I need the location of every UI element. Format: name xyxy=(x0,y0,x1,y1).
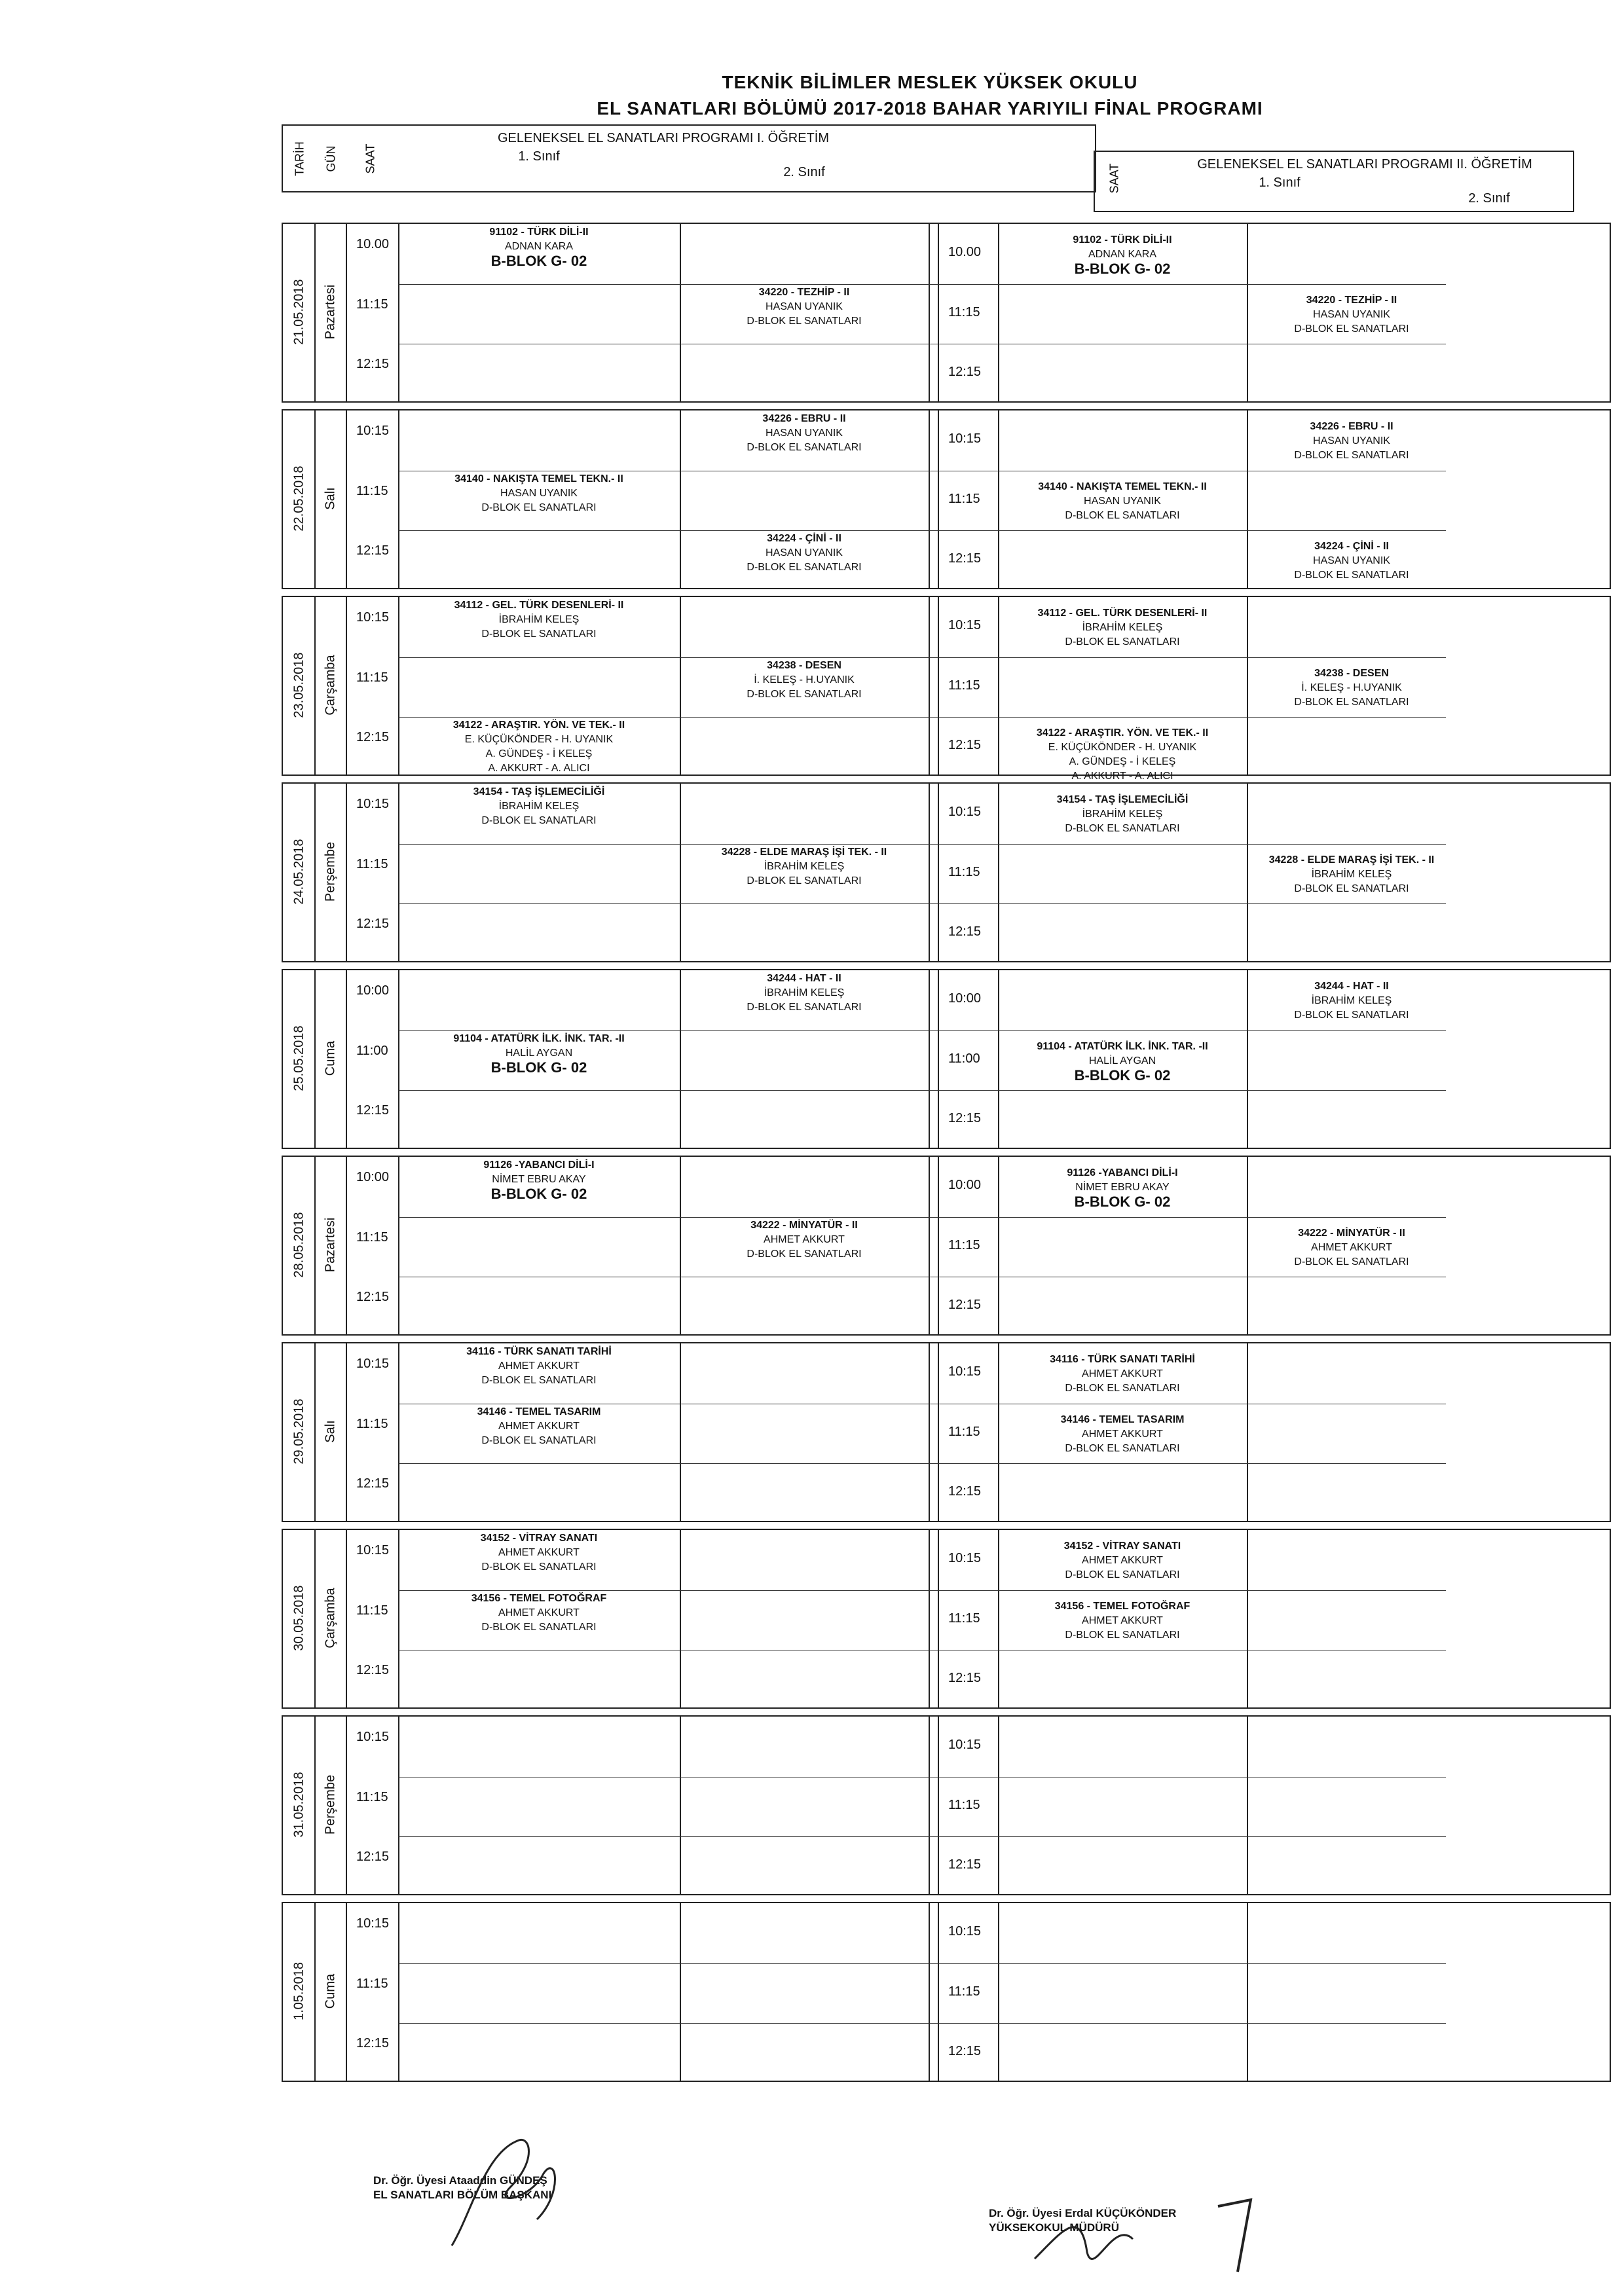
time-slot-second: 12:15 xyxy=(948,551,982,566)
day-date: 22.05.2018 xyxy=(291,465,306,532)
exam-code: 34116 - TÜRK SANATI TARİHİ xyxy=(466,1346,612,1357)
exam-room: D-BLOK EL SANATLARI xyxy=(1294,883,1409,894)
time-slot-second: 12:15 xyxy=(948,2044,982,2059)
day-block xyxy=(282,969,1611,1149)
col-c3-column xyxy=(998,1717,1248,1894)
exam-entry xyxy=(998,1040,1247,1083)
row-divider xyxy=(398,717,1446,718)
exam-entry xyxy=(680,1218,929,1262)
time-slot-second: 12:15 xyxy=(948,924,982,939)
exam-room: D-BLOK EL SANATLARI xyxy=(747,442,862,453)
exam-room: D-BLOK EL SANATLARI xyxy=(1294,570,1409,581)
day-block xyxy=(282,1342,1611,1522)
time-slot: 10:15 xyxy=(356,797,390,811)
exam-teacher: AHMET AKKURT xyxy=(498,1420,580,1432)
time-slot: 10.00 xyxy=(356,237,390,251)
exam-entry xyxy=(398,598,680,642)
header-program-1: GELENEKSEL EL SANATLARI PROGRAMI I. ÖĞRETİM xyxy=(497,131,830,145)
signature-left-title: EL SANATLARI BÖLÜM BAŞKANI xyxy=(373,2189,552,2201)
time-slot: 11:15 xyxy=(356,483,388,498)
exam-code: 91102 - TÜRK DİLİ-II xyxy=(1073,234,1172,246)
exam-code: 34116 - TÜRK SANATI TARİHİ xyxy=(1050,1354,1195,1365)
exam-entry xyxy=(998,480,1247,523)
exam-teacher: İBRAHİM KELEŞ xyxy=(764,860,845,872)
header-program-2: GELENEKSEL EL SANATLARI PROGRAMI II. ÖĞRETİM xyxy=(1197,157,1532,172)
exam-room: A. GÜNDEŞ - İ KELEŞ xyxy=(1069,756,1176,768)
time-slot: 11:15 xyxy=(356,856,388,871)
row-divider xyxy=(398,844,1446,845)
exam-room: D-BLOK EL SANATLARI xyxy=(1065,1383,1180,1394)
day-date: 21.05.2018 xyxy=(291,278,306,345)
exam-teacher: AHMET AKKURT xyxy=(498,1360,580,1372)
exam-entry xyxy=(1247,539,1456,583)
exam-room: D-BLOK EL SANATLARI xyxy=(481,629,597,640)
day-block xyxy=(282,782,1611,962)
time-slot-second: 11:15 xyxy=(948,304,980,319)
exam-room: B-BLOK G- 02 xyxy=(1074,261,1171,277)
time-slot: 10:15 xyxy=(356,1916,390,1931)
time-slot: 12:15 xyxy=(356,2036,390,2051)
time-slot-second: 11:15 xyxy=(948,491,980,506)
exam-code: 34224 - ÇİNİ - II xyxy=(767,533,841,545)
exam-entry xyxy=(398,472,680,515)
exam-room: D-BLOK EL SANATLARI xyxy=(747,1002,862,1013)
header-tarih: TARİH xyxy=(293,141,306,176)
row-divider xyxy=(398,903,1446,904)
day-block xyxy=(282,409,1611,589)
time-slot: 10:00 xyxy=(356,983,390,998)
exam-room: D-BLOK EL SANATLARI xyxy=(747,315,862,327)
exam-teacher: İBRAHİM KELEŞ xyxy=(1311,868,1392,880)
exam-room: D-BLOK EL SANATLARI xyxy=(1294,696,1409,708)
time-slot-second: 11:15 xyxy=(948,1424,980,1439)
time-slot: 11:15 xyxy=(356,1230,388,1245)
day-name: Cuma xyxy=(323,1040,338,1076)
time-slot-second: 10:00 xyxy=(948,1178,982,1192)
time-slot: 12:15 xyxy=(356,543,390,558)
time-slot: 10:00 xyxy=(356,1170,390,1184)
exam-code: 34244 - HAT - II xyxy=(1314,981,1389,992)
exam-teacher: HASAN UYANIK xyxy=(1313,555,1390,567)
exam-code: 34140 - NAKIŞTA TEMEL TEKN.- II xyxy=(454,473,623,484)
exam-teacher: İBRAHİM KELEŞ xyxy=(764,987,845,998)
exam-entry xyxy=(398,1032,680,1075)
exam-entry xyxy=(998,726,1247,784)
time-slot: 11:15 xyxy=(356,297,388,312)
day-date: 29.05.2018 xyxy=(291,1398,306,1465)
exam-teacher: NİMET EBRU AKAY xyxy=(1075,1182,1170,1193)
time-slot-second: 10.00 xyxy=(948,245,982,259)
time-slot: 11:15 xyxy=(356,1603,388,1618)
exam-code: 34228 - ELDE MARAŞ İŞİ TEK. - II xyxy=(1268,854,1435,866)
exam-teacher: İBRAHİM KELEŞ xyxy=(498,801,580,812)
exam-teacher: HASAN UYANIK xyxy=(1313,435,1390,446)
exam-entry xyxy=(680,285,929,329)
time-slot: 11:15 xyxy=(356,1789,388,1804)
exam-entry xyxy=(680,659,929,702)
time-slot-second: 12:15 xyxy=(948,1111,982,1126)
exam-teacher: ADNAN KARA xyxy=(1088,249,1157,260)
time-slot: 10:15 xyxy=(356,610,390,625)
col-c2-column xyxy=(680,1717,930,1894)
time-slot: 12:15 xyxy=(356,1850,390,1865)
exam-teacher: HALİL AYGAN xyxy=(1088,1055,1156,1066)
exam-teacher: HASAN UYANIK xyxy=(766,547,843,559)
exam-code: 91104 - ATATÜRK İLK. İNK. TAR. -II xyxy=(453,1032,625,1044)
exam-teacher: İBRAHİM KELEŞ xyxy=(498,614,580,625)
exam-room: D-BLOK EL SANATLARI xyxy=(1294,1256,1409,1267)
signature-left-name: Dr. Öğr. Üyesi Ataaddin GÜNDEŞ xyxy=(373,2174,547,2187)
exam-entry xyxy=(398,718,680,776)
exam-room: D-BLOK EL SANATLARI xyxy=(1294,450,1409,461)
table-header-first-education xyxy=(282,124,1096,192)
exam-room: D-BLOK EL SANATLARI xyxy=(1065,1629,1180,1641)
page-title-line1: TEKNİK BİLİMLER MESLEK YÜKSEK OKULU xyxy=(722,72,1138,92)
signature-right-title: YÜKSEKOKUL MÜDÜRÜ xyxy=(989,2221,1119,2234)
time-slot-second: 10:00 xyxy=(948,991,982,1006)
exam-code: 34222 - MİNYATÜR - II xyxy=(1298,1227,1405,1239)
time-slot-second: 12:15 xyxy=(948,365,982,380)
exam-code: 34156 - TEMEL FOTOĞRAF xyxy=(471,1592,607,1604)
exam-code: 34222 - MİNYATÜR - II xyxy=(750,1219,858,1231)
exam-entry xyxy=(998,793,1247,836)
row-divider xyxy=(398,1030,1446,1031)
col-c1-column xyxy=(398,1903,681,2081)
exam-room: D-BLOK EL SANATLARI xyxy=(1065,1442,1180,1454)
row-divider xyxy=(398,1463,1446,1464)
exam-room: D-BLOK EL SANATLARI xyxy=(1065,636,1180,647)
time-slot-second: 11:00 xyxy=(948,1051,980,1066)
exam-entry xyxy=(398,785,680,828)
exam-room: B-BLOK G- 02 xyxy=(490,1059,587,1076)
exam-entry xyxy=(1247,979,1456,1023)
exam-code: 91126 -YABANCI DİLİ-I xyxy=(1067,1167,1178,1178)
exam-entry xyxy=(1247,666,1456,710)
day-block xyxy=(282,1902,1611,2082)
row-divider xyxy=(398,1090,1446,1091)
col-c4-column xyxy=(1247,1903,1456,2081)
exam-room: B-BLOK G- 02 xyxy=(1074,1066,1171,1084)
day-date: 23.05.2018 xyxy=(291,651,306,718)
exam-entry xyxy=(398,225,680,268)
exam-teacher: İ. KELEŞ - H.UYANIK xyxy=(1301,682,1402,693)
day-date: 28.05.2018 xyxy=(291,1211,306,1278)
time-slot: 10:15 xyxy=(356,1543,390,1558)
exam-entry xyxy=(998,1166,1247,1209)
day-name: Cuma xyxy=(323,1973,338,2009)
exam-teacher: ADNAN KARA xyxy=(504,241,574,252)
exam-teacher: AHMET AKKURT xyxy=(1082,1614,1163,1626)
exam-teacher: HASAN UYANIK xyxy=(500,487,578,499)
exam-room: D-BLOK EL SANATLARI xyxy=(481,815,597,826)
exam-teacher: HASAN UYANIK xyxy=(766,301,843,312)
col-c2-column xyxy=(680,1343,930,1521)
exam-teacher: AHMET AKKURT xyxy=(1082,1428,1163,1440)
time-slot-second: 11:15 xyxy=(948,1797,980,1812)
exam-entry xyxy=(998,1539,1247,1582)
exam-entry xyxy=(998,606,1247,649)
signature-right-name: Dr. Öğr. Üyesi Erdal KÜÇÜKÖNDER xyxy=(989,2207,1177,2219)
day-date: 31.05.2018 xyxy=(291,1771,306,1838)
time-slot-second: 12:15 xyxy=(948,1298,982,1313)
header-sinif-2: 2. Sınıf xyxy=(783,165,825,179)
time-slot-second: 11:15 xyxy=(948,678,980,693)
time-slot: 11:15 xyxy=(356,1416,388,1431)
exam-code: 34152 - VİTRAY SANATI xyxy=(480,1533,598,1544)
row-divider xyxy=(398,657,1446,658)
row-divider xyxy=(398,1217,1446,1218)
exam-code: 34226 - EBRU - II xyxy=(762,413,846,424)
day-name: Salı xyxy=(323,1419,338,1443)
exam-teacher: İBRAHİM KELEŞ xyxy=(1082,809,1163,820)
day-name: Pazartesi xyxy=(323,1217,338,1272)
exam-room: B-BLOK G- 02 xyxy=(490,253,587,269)
exam-room: D-BLOK EL SANATLARI xyxy=(747,688,862,700)
exam-code: 34122 - ARAŞTIR. YÖN. VE TEK.- II xyxy=(1036,727,1209,739)
time-slot: 11:00 xyxy=(356,1043,388,1058)
day-name: Salı xyxy=(323,486,338,510)
exam-room: B-BLOK G- 02 xyxy=(490,1186,587,1202)
time-slot-second: 12:15 xyxy=(948,1484,982,1499)
exam-room: D-BLOK EL SANATLARI xyxy=(481,1621,597,1633)
time-slot: 12:15 xyxy=(356,917,390,932)
exam-entry xyxy=(680,972,929,1015)
exam-entry xyxy=(1247,853,1456,896)
exam-entry xyxy=(398,1405,680,1448)
col-c3-column xyxy=(998,1903,1248,2081)
time-slot: 11:15 xyxy=(356,670,388,685)
exam-code: 34152 - VİTRAY SANATI xyxy=(1063,1540,1181,1552)
time-slot-second: 10:15 xyxy=(948,1738,982,1752)
exam-teacher: AHMET AKKURT xyxy=(1082,1555,1163,1566)
col-c1-column xyxy=(398,1717,681,1894)
exam-entry xyxy=(1247,293,1456,337)
time-slot: 12:15 xyxy=(356,1103,390,1118)
exam-room: D-BLOK EL SANATLARI xyxy=(747,1248,862,1260)
exam-entry xyxy=(680,532,929,575)
exam-code: 34228 - ELDE MARAŞ İŞİ TEK. - II xyxy=(721,846,887,858)
exam-room: D-BLOK EL SANATLARI xyxy=(481,1375,597,1386)
exam-entry xyxy=(680,845,929,888)
exam-entry xyxy=(680,412,929,455)
time-slot: 12:15 xyxy=(356,1290,390,1305)
time-slot: 11:15 xyxy=(356,1976,388,1991)
col-c2-column xyxy=(680,1530,930,1707)
time-slot: 12:15 xyxy=(356,730,390,745)
exam-code: 34140 - NAKIŞTA TEMEL TEKN.- II xyxy=(1038,481,1207,492)
exam-room: D-BLOK EL SANATLARI xyxy=(1294,1010,1409,1021)
exam-teacher: E. KÜÇÜKÖNDER - H. UYANIK xyxy=(464,734,614,746)
exam-code: 34146 - TEMEL TASARIM xyxy=(1060,1413,1185,1425)
table-header-second-education xyxy=(1094,151,1574,212)
exam-code: 34220 - TEZHİP - II xyxy=(1306,294,1397,306)
exam-entry xyxy=(398,1531,680,1575)
day-date: 30.05.2018 xyxy=(291,1584,306,1651)
exam-code: 34154 - TAŞ İŞLEMECİLİĞİ xyxy=(1056,794,1189,805)
signature-left-scribble xyxy=(432,2115,576,2259)
exam-teacher: İ. KELEŞ - H.UYANIK xyxy=(754,674,855,685)
exam-room: A. GÜNDEŞ - İ KELEŞ xyxy=(485,748,593,760)
exam-room: D-BLOK EL SANATLARI xyxy=(1065,1569,1180,1580)
exam-code: 34226 - EBRU - II xyxy=(1310,421,1393,432)
exam-code: 34238 - DESEN xyxy=(1314,667,1389,679)
time-slot-second: 10:15 xyxy=(948,805,982,819)
exam-code: 34156 - TEMEL FOTOĞRAF xyxy=(1054,1600,1190,1612)
exam-code: 34122 - ARAŞTIR. YÖN. VE TEK.- II xyxy=(452,720,625,731)
exam-code: 34112 - GEL. TÜRK DESENLERİ- II xyxy=(1037,608,1208,619)
exam-code: 34224 - ÇİNİ - II xyxy=(1314,541,1389,553)
exam-room: D-BLOK EL SANATLARI xyxy=(747,562,862,574)
day-block xyxy=(282,1715,1611,1895)
exam-code: 91104 - ATATÜRK İLK. İNK. TAR. -II xyxy=(1037,1040,1208,1052)
exam-teacher: AHMET AKKURT xyxy=(1311,1241,1392,1253)
row-divider xyxy=(398,530,1446,531)
time-slot-second: 12:15 xyxy=(948,1671,982,1686)
exam-code: 34244 - HAT - II xyxy=(767,973,841,984)
row-divider xyxy=(398,284,1446,285)
header-saat: SAAT xyxy=(363,143,377,174)
exam-teacher: HALİL AYGAN xyxy=(505,1047,573,1059)
time-slot-second: 12:15 xyxy=(948,1857,982,1872)
exam-code: 34238 - DESEN xyxy=(767,659,841,671)
exam-teacher: İBRAHİM KELEŞ xyxy=(1082,622,1163,633)
exam-teacher: HASAN UYANIK xyxy=(1084,495,1161,507)
time-slot-second: 11:15 xyxy=(948,864,980,879)
day-date: 24.05.2018 xyxy=(291,838,306,905)
col-c4-column xyxy=(1247,1530,1456,1707)
exam-teacher: AHMET AKKURT xyxy=(1082,1368,1163,1379)
time-slot-second: 10:15 xyxy=(948,1364,982,1379)
row-divider xyxy=(398,1836,1446,1837)
exam-code: 34112 - GEL. TÜRK DESENLERİ- II xyxy=(454,600,624,611)
exam-teacher: NİMET EBRU AKAY xyxy=(492,1174,586,1185)
day-date: 1.05.2018 xyxy=(291,1961,306,2020)
exam-room: D-BLOK EL SANATLARI xyxy=(1294,323,1409,335)
time-slot-second: 11:15 xyxy=(948,1237,980,1252)
exam-extra: A. AKKURT - A. ALICI xyxy=(1071,771,1173,782)
exam-entry xyxy=(998,1353,1247,1396)
day-name: Çarşamba xyxy=(323,1587,338,1649)
exam-teacher: E. KÜÇÜKÖNDER - H. UYANIK xyxy=(1048,742,1197,754)
header-sinif-1-b: 1. Sınıf xyxy=(1259,175,1301,190)
time-slot-second: 10:15 xyxy=(948,431,982,446)
exam-entry xyxy=(398,1592,680,1635)
page-title-line2: EL SANATLARI BÖLÜMÜ 2017-2018 BAHAR YARIYILI FİNAL PROGRAMI xyxy=(597,98,1263,118)
exam-entry xyxy=(998,233,1247,276)
time-slot-second: 11:15 xyxy=(948,1984,980,1999)
col-c2-column xyxy=(680,1903,930,2081)
day-name: Perşembe xyxy=(323,1774,338,1834)
exam-room: D-BLOK EL SANATLARI xyxy=(481,1561,597,1573)
exam-code: 91102 - TÜRK DİLİ-II xyxy=(489,227,589,238)
day-block xyxy=(282,223,1611,403)
day-block xyxy=(282,1529,1611,1709)
exam-entry xyxy=(1247,1226,1456,1269)
exam-room: D-BLOK EL SANATLARI xyxy=(747,875,862,886)
exam-teacher: AHMET AKKURT xyxy=(498,1547,580,1558)
header-gun: GÜN xyxy=(324,145,338,172)
time-slot: 10:15 xyxy=(356,1357,390,1371)
exam-code: 34154 - TAŞ İŞLEMECİLİĞİ xyxy=(473,786,605,797)
header-sinif-2-b: 2. Sınıf xyxy=(1468,191,1510,206)
exam-teacher: AHMET AKKURT xyxy=(764,1233,845,1245)
exam-entry xyxy=(998,1413,1247,1456)
exam-room: D-BLOK EL SANATLARI xyxy=(481,501,597,513)
row-divider xyxy=(398,1963,1446,1964)
exam-schedule-table xyxy=(216,124,1532,2174)
exam-code: 34146 - TEMEL TASARIM xyxy=(477,1406,601,1417)
exam-code: 34220 - TEZHİP - II xyxy=(758,286,850,298)
exam-entry xyxy=(398,1345,680,1388)
header-sinif-1: 1. Sınıf xyxy=(518,149,560,164)
col-c4-column xyxy=(1247,1343,1456,1521)
time-slot-second: 12:15 xyxy=(948,738,982,753)
day-block xyxy=(282,1156,1611,1336)
time-slot: 12:15 xyxy=(356,1476,390,1491)
exam-room: D-BLOK EL SANATLARI xyxy=(1065,823,1180,834)
day-date: 25.05.2018 xyxy=(291,1025,306,1091)
row-divider xyxy=(398,2023,1446,2024)
exam-room: D-BLOK EL SANATLARI xyxy=(1065,509,1180,521)
col-c4-column xyxy=(1247,1717,1456,1894)
exam-entry xyxy=(398,1158,680,1201)
exam-teacher: İBRAHİM KELEŞ xyxy=(1311,995,1392,1006)
exam-room: B-BLOK G- 02 xyxy=(1074,1194,1171,1210)
day-name: Çarşamba xyxy=(323,654,338,716)
exam-code: 91126 -YABANCI DİLİ-I xyxy=(483,1159,595,1171)
exam-entry xyxy=(1247,420,1456,463)
row-divider xyxy=(398,1590,1446,1591)
time-slot: 12:15 xyxy=(356,357,390,372)
time-slot: 10:15 xyxy=(356,424,390,438)
time-slot: 10:15 xyxy=(356,1730,390,1744)
time-slot-second: 10:15 xyxy=(948,1551,982,1565)
exam-teacher: HASAN UYANIK xyxy=(1313,308,1390,320)
exam-teacher: HASAN UYANIK xyxy=(766,428,843,439)
time-slot-second: 10:15 xyxy=(948,618,982,632)
day-name: Pazartesi xyxy=(323,284,338,339)
time-slot-second: 11:15 xyxy=(948,1611,980,1626)
day-name: Perşembe xyxy=(323,841,338,902)
exam-entry xyxy=(998,1599,1247,1643)
day-block xyxy=(282,596,1611,782)
header-saat-2: SAAT xyxy=(1107,163,1121,194)
exam-teacher: AHMET AKKURT xyxy=(498,1607,580,1618)
signature-right-scribble xyxy=(1022,2180,1270,2285)
time-slot: 12:15 xyxy=(356,1663,390,1678)
time-slot-second: 10:15 xyxy=(948,1924,982,1939)
exam-extra: A. AKKURT - A. ALICI xyxy=(488,763,590,774)
exam-room: D-BLOK EL SANATLARI xyxy=(481,1434,597,1446)
